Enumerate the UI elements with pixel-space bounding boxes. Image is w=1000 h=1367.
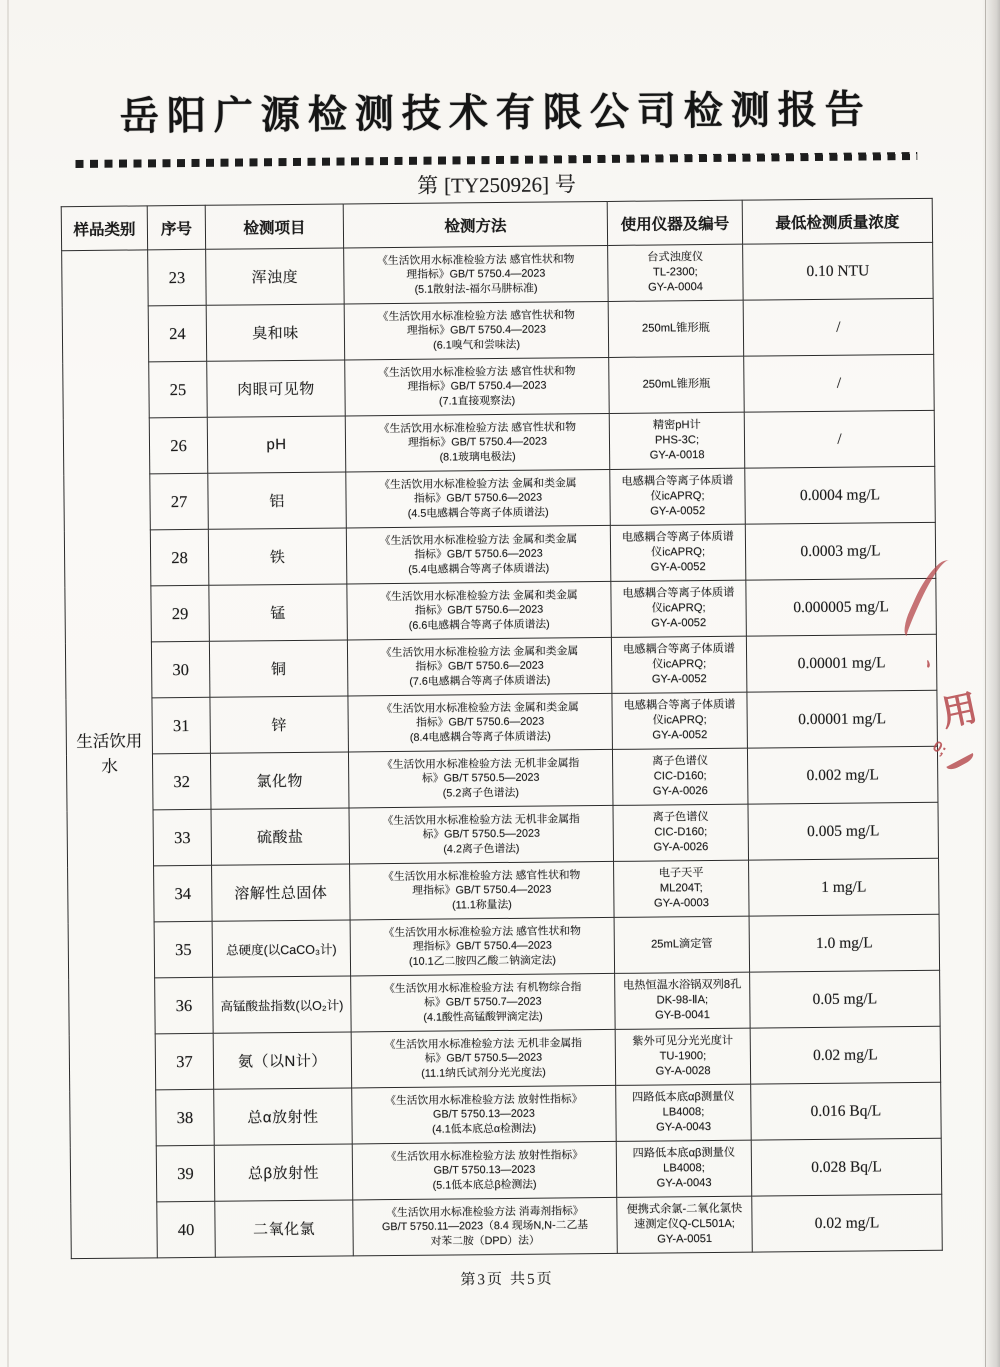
detection-limit-cell: 0.000005 mg/L: [746, 578, 937, 636]
detection-limit-cell: 0.002 mg/L: [747, 746, 938, 804]
footer-text: 第: [460, 1271, 478, 1289]
table-row: [70, 1138, 941, 1202]
detection-limit-cell: 0.005 mg/L: [748, 802, 939, 860]
detection-limit-cell: /: [744, 410, 935, 468]
test-method-cell: 《生活饮用水标准检验方法 无机非金属指 标》GB/T 5750.5—2023 (11.1纳氏试剂分光光度法): [351, 1029, 616, 1088]
detection-limit-cell: 0.05 mg/L: [750, 970, 941, 1028]
table-row: [64, 522, 935, 586]
test-method-cell: 《生活饮用水标准检验方法 感官性状和物 理指标》GB/T 5750.4—2023 (8.1玻璃电极法): [345, 413, 610, 472]
detection-limit-cell: 0.0004 mg/L: [745, 466, 936, 524]
serial-number-cell: 37: [155, 1033, 214, 1090]
test-method-cell: 《生活饮用水标准检验方法 消毒剂指标》 GB/T 5750.11—2023（8.4 现场N,N-二乙基 对苯二胺（DPD）法）: [353, 1197, 618, 1256]
table-row: [62, 242, 933, 306]
header-test-method: 检测方法: [343, 201, 607, 248]
test-item-cell: pH: [207, 416, 346, 473]
detection-limit-cell: 0.016 Bq/L: [751, 1082, 942, 1140]
instrument-cell: 精密pH计 PHS-3C; GY-A-0018: [609, 412, 745, 469]
test-item-cell: 总α放射性: [214, 1088, 353, 1145]
test-method-cell: 《生活饮用水标准检验方法 无机非金属指 标》GB/T 5750.5—2023 (4.2离子色谱法): [349, 805, 614, 864]
test-item-cell: 氨（以N计）: [213, 1032, 352, 1089]
test-method-cell: 《生活饮用水标准检验方法 金属和类金属 指标》GB/T 5750.6—2023 (7.6电感耦合等离子体质谱法): [347, 637, 612, 696]
report-number-prefix: 第: [417, 174, 439, 198]
instrument-cell: 离子色谱仪 CIC-D160; GY-A-0026: [613, 804, 749, 861]
instrument-cell: 四路低本底αβ测量仪 LB4008; GY-A-0043: [616, 1140, 752, 1197]
serial-number-cell: 33: [153, 809, 212, 866]
instrument-cell: 电热恒温水浴锅双列8孔 DK-98-ⅡA; GY-B-0041: [615, 972, 751, 1029]
header-serial-number: 序号: [147, 205, 205, 250]
detection-limit-cell: 0.0003 mg/L: [745, 522, 936, 580]
test-item-cell: 铝: [208, 472, 347, 529]
serial-number-cell: 23: [148, 249, 207, 306]
detection-limit-cell: 0.10 NTU: [743, 242, 934, 300]
test-method-cell: 《生活饮用水标准检验方法 感官性状和物 理指标》GB/T 5750.4—2023 (10.1乙二胺四乙酸二钠滴定法): [350, 917, 615, 976]
detection-limit-cell: 0.02 mg/L: [750, 1026, 941, 1084]
serial-number-cell: 28: [150, 529, 209, 586]
instrument-cell: 25mL滴定管: [614, 916, 750, 973]
test-method-cell: 《生活饮用水标准检验方法 金属和类金属 指标》GB/T 5750.6—2023 (4.5电感耦合等离子体质谱法): [346, 469, 611, 528]
test-method-cell: 《生活饮用水标准检验方法 金属和类金属 指标》GB/T 5750.6—2023 (6.6电感耦合等离子体质谱法): [347, 581, 612, 640]
header-test-item: 检测项目: [205, 204, 343, 249]
instrument-cell: 电感耦合等离子体质谱 仪icAPRQ; GY-A-0052: [611, 580, 747, 637]
serial-number-cell: 35: [154, 921, 213, 978]
instrument-cell: 电感耦合等离子体质谱 仪icAPRQ; GY-A-0052: [610, 524, 746, 581]
header-instrument: 使用仪器及编号: [607, 200, 742, 245]
table-row: [69, 1026, 940, 1090]
serial-number-cell: 26: [149, 417, 208, 474]
test-item-cell: 锰: [209, 584, 348, 641]
table-row: [65, 578, 936, 642]
detection-limit-cell: 1.0 mg/L: [749, 914, 940, 972]
test-method-cell: 《生活饮用水标准检验方法 金属和类金属 指标》GB/T 5750.6—2023 (5.4电感耦合等离子体质谱法): [346, 525, 611, 584]
serial-number-cell: 31: [152, 697, 211, 754]
table-row: [68, 914, 939, 978]
page-footer: [7, 1263, 1000, 1294]
detection-limit-cell: 0.028 Bq/L: [751, 1138, 942, 1196]
table-row: [65, 634, 936, 698]
report-number-code: [TY250926]: [443, 172, 550, 198]
test-method-cell: 《生活饮用水标准检验方法 无机非金属指 标》GB/T 5750.5—2023 (5.2离子色谱法): [348, 749, 613, 808]
page-title: 岳阳广源检测技术有限公司检测报告: [119, 88, 873, 139]
table-row: [63, 354, 934, 418]
table-row: [68, 858, 939, 922]
test-method-cell: 《生活饮用水标准检验方法 金属和类金属 指标》GB/T 5750.6—2023 (8.4电感耦合等离子体质谱法): [348, 693, 613, 752]
serial-number-cell: 29: [151, 585, 210, 642]
sample-category-cell: 生活饮用水: [62, 250, 158, 1259]
instrument-cell: 250mL锥形瓶: [608, 300, 744, 357]
page-right-shadow: [982, 0, 1000, 1367]
header-detection-limit: 最低检测质量浓度: [742, 198, 932, 244]
footer-total-pages: 5: [527, 1271, 537, 1288]
test-item-cell: 臭和味: [206, 304, 345, 361]
serial-number-cell: 38: [156, 1089, 215, 1146]
test-item-cell: 锌: [210, 696, 349, 753]
test-item-cell: 肉眼可见物: [207, 360, 346, 417]
test-method-cell: 《生活饮用水标准检验方法 有机物综合指 标》GB/T 5750.7—2023 (4.1酸性高锰酸钾滴定法): [351, 973, 616, 1032]
table-row: [70, 1082, 941, 1146]
table-row: [66, 690, 937, 754]
serial-number-cell: 27: [150, 473, 209, 530]
detection-limit-cell: 0.00001 mg/L: [747, 690, 938, 748]
instrument-cell: 台式浊度仪 TL-2300; GY-A-0004: [608, 244, 744, 301]
instrument-cell: 四路低本底αβ测量仪 LB4008; GY-A-0043: [616, 1084, 752, 1141]
serial-number-cell: 24: [148, 305, 207, 362]
table-row: [64, 466, 935, 530]
stamp-fragment-char: 用: [937, 686, 982, 735]
table-row: [62, 298, 933, 362]
table-row: [63, 410, 934, 474]
detection-limit-cell: 1 mg/L: [749, 858, 940, 916]
serial-number-cell: 32: [152, 753, 211, 810]
stamp-fragment-small: 0;: [929, 737, 950, 760]
test-method-cell: 《生活饮用水标准检验方法 感官性状和物 理指标》GB/T 5750.4—2023 (5.1散射法-福尔马肼标准): [344, 245, 609, 304]
instrument-cell: 电感耦合等离子体质谱 仪icAPRQ; GY-A-0052: [612, 692, 748, 749]
detection-limit-cell: /: [743, 298, 934, 356]
test-item-cell: 浑浊度: [206, 248, 345, 305]
test-method-cell: 《生活饮用水标准检验方法 放射性指标》 GB/T 5750.13—2023 (4.1低本底总α检测法): [352, 1085, 617, 1144]
test-method-cell: 《生活饮用水标准检验方法 感官性状和物 理指标》GB/T 5750.4—2023 (11.1称量法): [350, 861, 615, 920]
test-item-cell: 硫酸盐: [211, 808, 350, 865]
footer-page-number: 3: [477, 1272, 488, 1289]
test-item-cell: 高锰酸盐指数(以O₂计): [213, 976, 352, 1033]
serial-number-cell: 40: [157, 1201, 216, 1258]
test-item-cell: 铁: [208, 528, 347, 585]
test-method-cell: 《生活饮用水标准检验方法 感官性状和物 理指标》GB/T 5750.4—2023 (6.1嗅气和尝味法): [344, 301, 609, 360]
serial-number-cell: 30: [151, 641, 210, 698]
report-number-suffix: 号: [554, 173, 576, 197]
instrument-cell: 250mL锥形瓶: [609, 356, 745, 413]
detection-limit-cell: /: [744, 354, 935, 412]
table-row: [69, 970, 940, 1034]
serial-number-cell: 36: [155, 977, 214, 1034]
serial-number-cell: 25: [149, 361, 208, 418]
test-item-cell: 溶解性总固体: [212, 864, 351, 921]
table-row: [67, 802, 938, 866]
instrument-cell: 电子天平 ML204T; GY-A-0003: [614, 860, 750, 917]
instrument-cell: 电感耦合等离子体质谱 仪icAPRQ; GY-A-0052: [610, 468, 746, 525]
test-items-table: [61, 198, 943, 1259]
test-method-cell: 《生活饮用水标准检验方法 感官性状和物 理指标》GB/T 5750.4—2023 (7.1直接观察法): [345, 357, 610, 416]
stamp-fragment-dot: 、: [921, 649, 952, 680]
footer-text: 页: [536, 1270, 554, 1288]
test-method-cell: 《生活饮用水标准检验方法 放射性指标》 GB/T 5750.13—2023 (5.1低本底总β检测法): [352, 1141, 617, 1200]
serial-number-cell: 34: [154, 865, 213, 922]
test-item-cell: 总硬度(以CaCO₃计): [212, 920, 351, 977]
test-item-cell: 总β放射性: [214, 1144, 353, 1201]
footer-text: 页 共: [486, 1270, 528, 1289]
instrument-cell: 便携式余氯-二氧化氯快 速测定仪Q-CL501A; GY-A-0051: [617, 1196, 753, 1253]
test-item-cell: 氯化物: [210, 752, 349, 809]
instrument-cell: 离子色谱仪 CIC-D160; GY-A-0026: [612, 748, 748, 805]
detection-limit-cell: 0.02 mg/L: [752, 1194, 943, 1252]
serial-number-cell: 39: [156, 1145, 215, 1202]
test-item-cell: 铜: [209, 640, 348, 697]
instrument-cell: 电感耦合等离子体质谱 仪icAPRQ; GY-A-0052: [611, 636, 747, 693]
test-item-cell: 二氧化氯: [215, 1200, 354, 1257]
instrument-cell: 紫外可见分光光度计 TU-1900; GY-A-0028: [615, 1028, 751, 1085]
table-row: [66, 746, 937, 810]
detection-limit-cell: 0.00001 mg/L: [746, 634, 937, 692]
header-sample-category: 样品类别: [61, 206, 147, 251]
table-row: [71, 1194, 942, 1258]
